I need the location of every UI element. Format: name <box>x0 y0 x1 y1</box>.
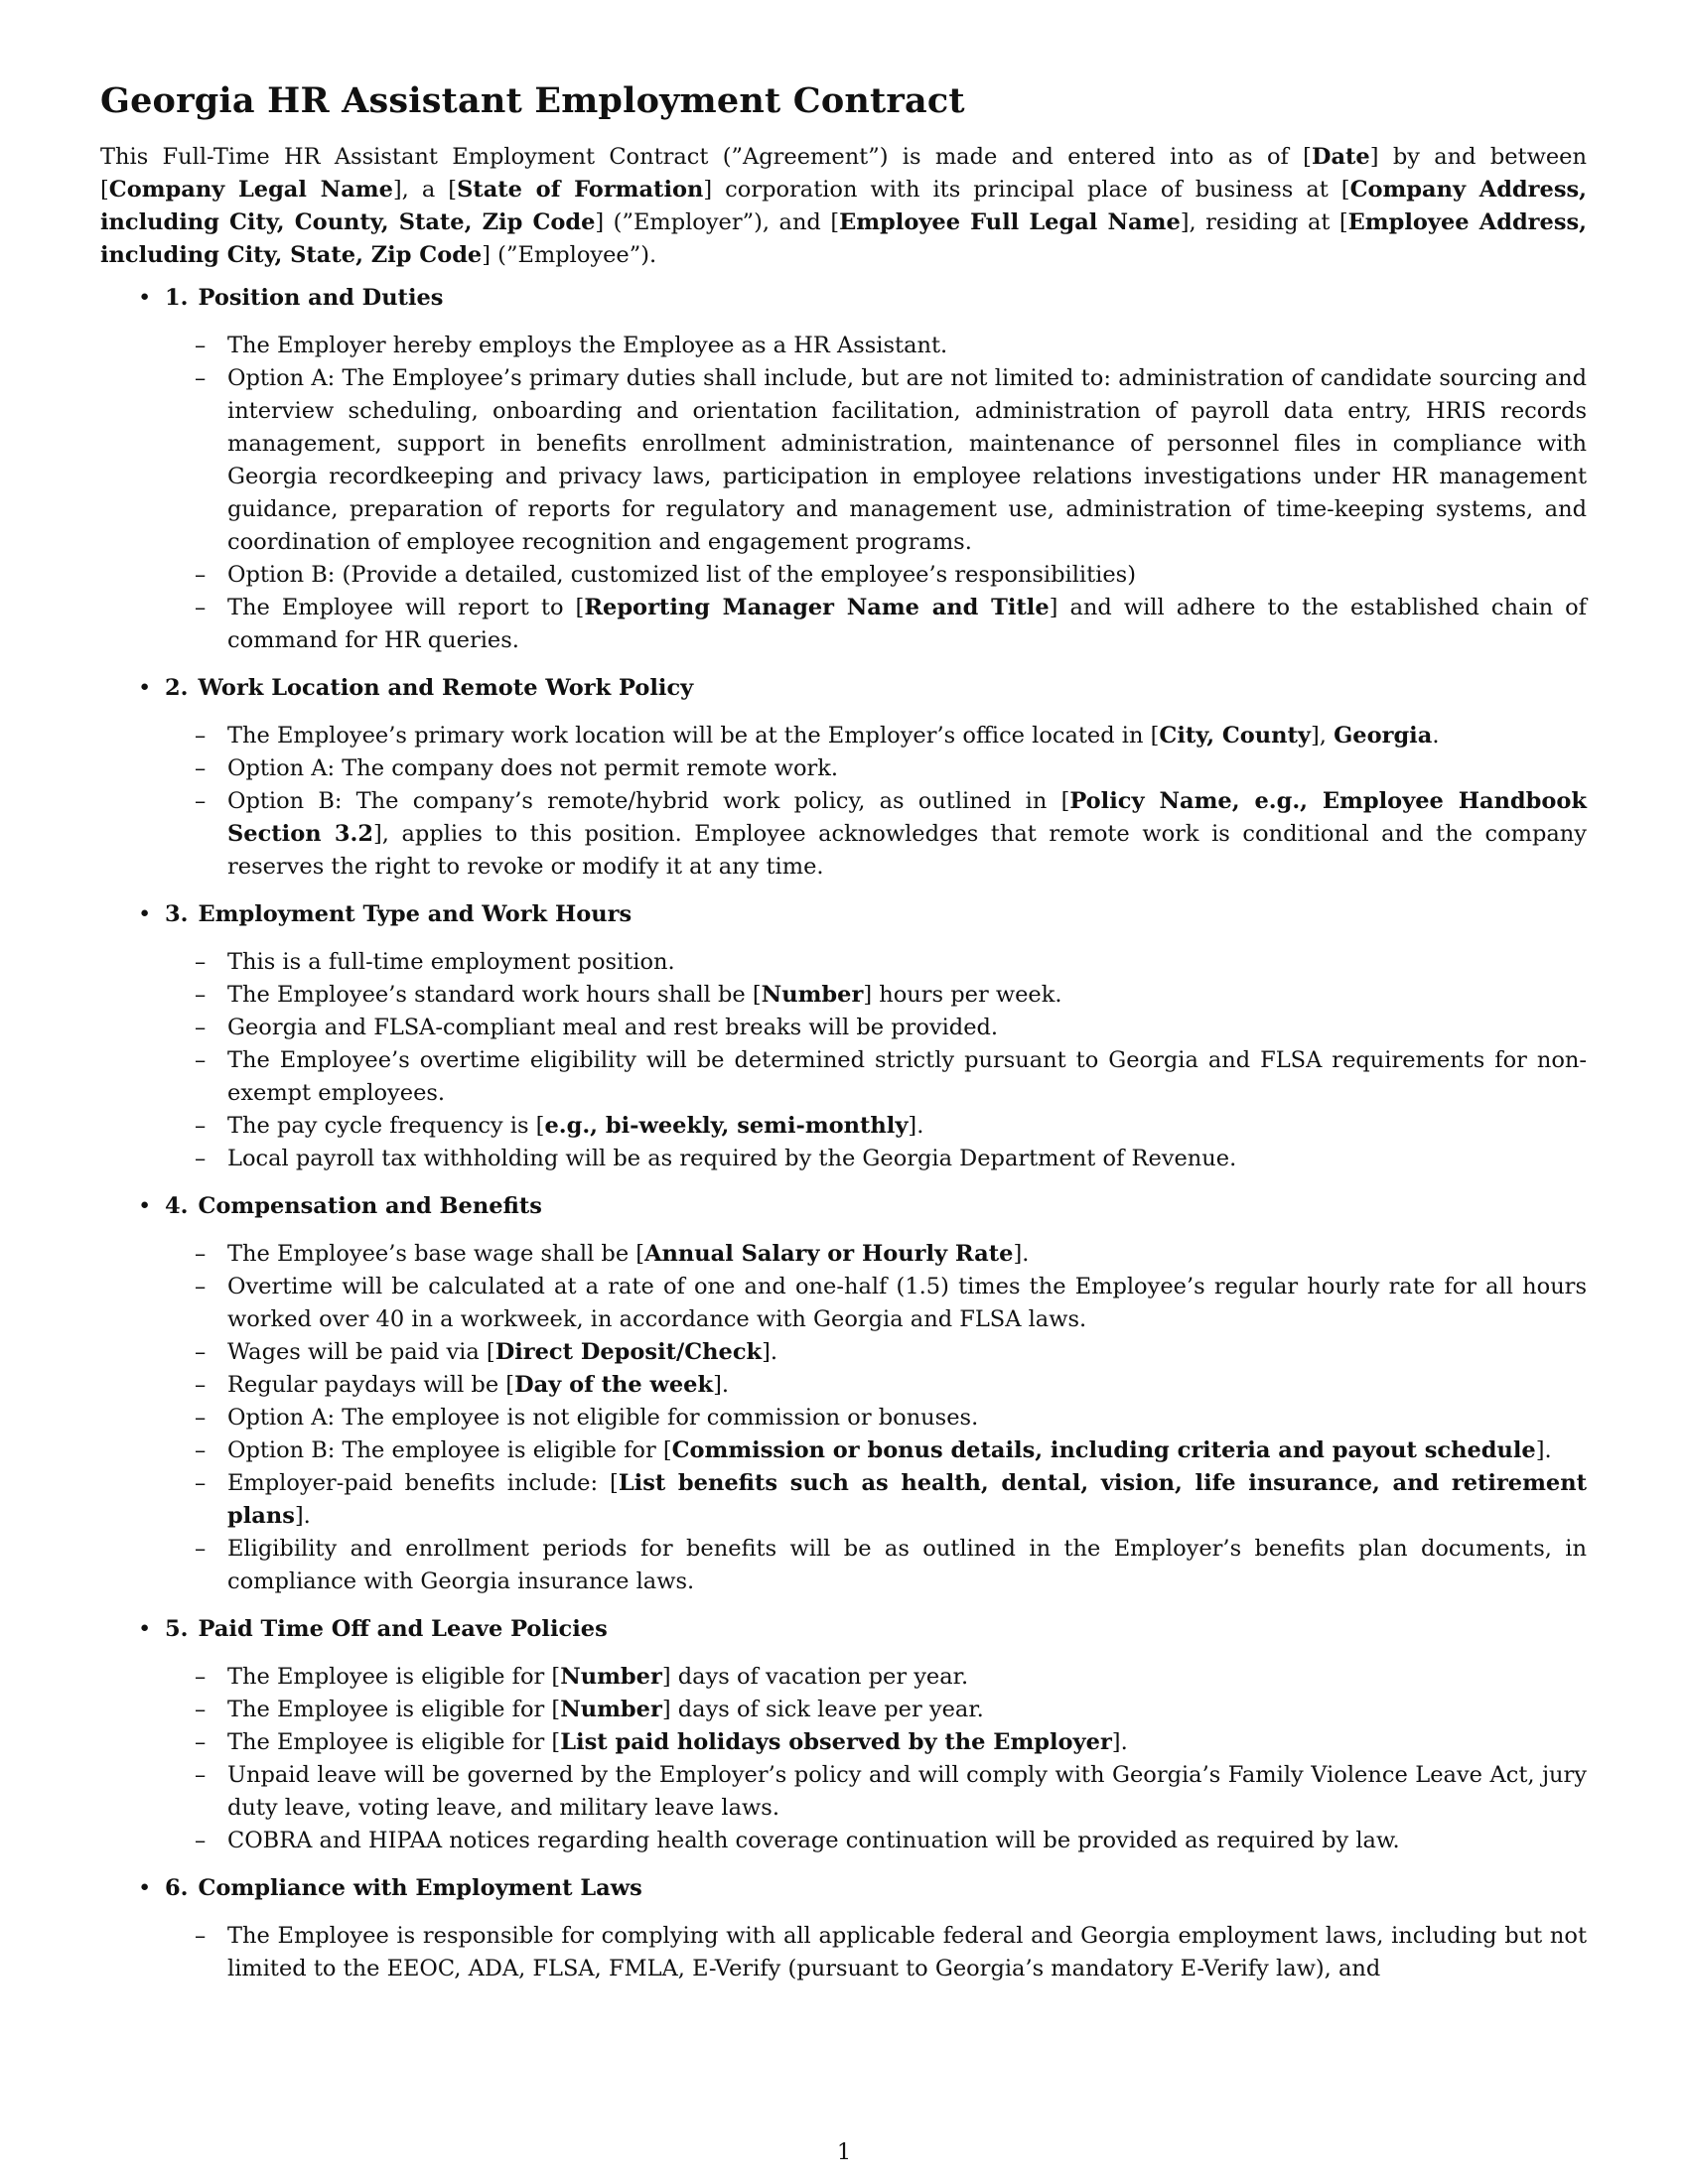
clause-item <box>165 1110 1587 1143</box>
text-run: This is a full-time employment position. <box>227 949 675 975</box>
placeholder-field: State of Formation <box>457 177 704 203</box>
clause-item <box>165 1271 1587 1336</box>
placeholder-field: Number <box>761 982 864 1008</box>
text-run: [ <box>1303 144 1312 170</box>
dash-icon: – <box>195 723 207 749</box>
placeholder-field: Company Address, including City, County, State, Zip Code <box>100 177 1587 235</box>
dash-icon: – <box>195 755 207 781</box>
text-run: [ <box>100 177 109 203</box>
dash-icon: – <box>195 1339 207 1365</box>
placeholder-field: Number <box>560 1664 662 1690</box>
text-run: Employer-paid benefits include: [ <box>227 1470 619 1496</box>
section-6 <box>100 1872 1587 1985</box>
text-run: Wages will be paid via [ <box>227 1339 495 1365</box>
placeholder-field: City, County <box>1159 723 1311 749</box>
dash-icon: – <box>195 982 207 1008</box>
clause-item <box>165 785 1587 884</box>
dash-icon: – <box>195 365 207 391</box>
section-4 <box>100 1190 1587 1598</box>
text-run: Option A: The company does not permit remote work. <box>227 755 839 781</box>
placeholder-field: Georgia <box>1334 723 1433 749</box>
bullet-icon: • <box>138 901 152 927</box>
text-run: [ <box>1338 209 1348 235</box>
text-run: The Employer hereby employs the Employee as a HR Assistant. <box>227 333 948 358</box>
dash-icon: – <box>195 1470 207 1496</box>
section-3 <box>100 898 1587 1175</box>
text-run: COBRA and HIPAA notices regarding health coverage continuation will be provided as required by law. <box>227 1828 1400 1853</box>
clause-list <box>165 946 1587 1175</box>
section-title: Work Location and Remote Work Policy <box>198 675 694 701</box>
placeholder-field: List benefits such as health, dental, vision, life insurance, and retirement plans <box>227 1470 1587 1529</box>
placeholder-field: Number <box>560 1697 662 1722</box>
dash-icon: – <box>195 1405 207 1431</box>
text-run: ] (”Employer”), and <box>595 209 831 235</box>
clause-item <box>165 559 1587 592</box>
text-run: ]. <box>713 1372 730 1398</box>
text-run: The Employee’s overtime eligibility will be determined strictly pursuant to Georgia and FLSA requirements for non-exempt employees. <box>227 1047 1587 1106</box>
clause-item <box>165 330 1587 362</box>
dash-icon: – <box>195 1015 207 1040</box>
text-run: The pay cycle frequency is [ <box>227 1113 545 1139</box>
placeholder-field: Policy Name, e.g., Employee Handbook Section 3.2 <box>227 788 1587 847</box>
clause-item <box>165 1238 1587 1271</box>
bullet-icon: • <box>138 1875 152 1901</box>
clause-item <box>165 720 1587 752</box>
bullet-icon: • <box>138 1616 152 1642</box>
clause-item <box>165 979 1587 1012</box>
clause-item <box>165 1533 1587 1598</box>
clause-list <box>165 720 1587 884</box>
text-run: Local payroll tax withholding will be as required by the Georgia Department of Revenue. <box>227 1146 1237 1171</box>
text-run: Overtime will be calculated at a rate of one and one-half (1.5) times the Employee’s regular hourly rate for all hours worked over 40 in a workweek, in accordance with Georgia and FLSA laws. <box>227 1274 1587 1332</box>
clause-list <box>165 1661 1587 1857</box>
text-run: Unpaid leave will be governed by the Employer’s policy and will comply with Georgia’s Family Violence Leave Act, jury duty leave, voting leave, and military leave laws. <box>227 1762 1587 1821</box>
clause-item <box>165 1825 1587 1857</box>
text-run: This Full-Time HR Assistant Employment Contract (”Agreement”) is made and entered into as of <box>100 144 1304 170</box>
dash-icon: – <box>195 1697 207 1722</box>
text-run: Option B: (Provide a detailed, customized list of the employee’s responsibilities) <box>227 562 1136 588</box>
dash-icon: – <box>195 1729 207 1755</box>
text-run: Eligibility and enrollment periods for benefits will be as outlined in the Employer’s benefits plan documents, in compliance with Georgia insurance laws. <box>227 1536 1587 1594</box>
bullet-icon: • <box>138 285 152 311</box>
section-1 <box>100 282 1587 657</box>
dash-icon: – <box>195 1664 207 1690</box>
section-heading <box>165 1190 1587 1223</box>
dash-icon: – <box>195 1536 207 1562</box>
text-run: ], a <box>392 177 449 203</box>
text-run: ], <box>1310 723 1335 749</box>
clause-item <box>165 1467 1587 1533</box>
section-number: 3. <box>165 901 189 927</box>
text-run: ], applies to this position. Employee acknowledges that remote work is conditional and the company reserves the right to revoke or modify it at any time. <box>227 821 1587 880</box>
section-number: 5. <box>165 1616 189 1642</box>
dash-icon: – <box>195 1828 207 1853</box>
section-title: Compliance with Employment Laws <box>198 1875 642 1901</box>
section-heading <box>165 898 1587 931</box>
dash-icon: – <box>195 949 207 975</box>
text-run: Option B: The employee is eligible for [ <box>227 1437 672 1463</box>
dash-icon: – <box>195 788 207 814</box>
clause-item <box>165 1726 1587 1759</box>
section-list <box>100 282 1587 1985</box>
text-run: The Employee is eligible for [ <box>227 1697 561 1722</box>
placeholder-field: Direct Deposit/Check <box>494 1339 763 1365</box>
placeholder-field: Employee Full Legal Name <box>839 209 1181 235</box>
text-run: ]. <box>762 1339 778 1365</box>
text-run: ] days of sick leave per year. <box>661 1697 984 1722</box>
text-run: ] days of vacation per year. <box>661 1664 969 1690</box>
text-run: Regular paydays will be [ <box>227 1372 515 1398</box>
text-run: ] and will adhere to the established chain of command for HR queries. <box>227 595 1587 653</box>
text-run: [ <box>1340 177 1350 203</box>
dash-icon: – <box>195 1113 207 1139</box>
bullet-icon: • <box>138 675 152 701</box>
section-heading <box>165 1613 1587 1646</box>
clause-list <box>165 1238 1587 1598</box>
text-run: Option B: The company’s remote/hybrid work policy, as outlined in [ <box>227 788 1070 814</box>
dash-icon: – <box>195 595 207 620</box>
bullet-icon: • <box>138 1193 152 1219</box>
section-number: 4. <box>165 1193 189 1219</box>
text-run: Option A: The Employee’s primary duties shall include, but are not limited to: administration of candidate sourcing and interview scheduling, onboarding and orientation facilitation, administration of payroll data entry, HRIS records management, support in benefits enrollment administration, maintenance of personnel files in compliance with Georgia recordkeeping and privacy laws, participation in employee relations investigations under HR management guidance, preparation of reports for regulatory and management use, administration of time-keeping systems, and coordination of employee recognition and engagement programs. <box>227 365 1587 555</box>
dash-icon: – <box>195 1762 207 1788</box>
text-run: The Employee’s standard work hours shall be [ <box>227 982 762 1008</box>
clause-item <box>165 1759 1587 1825</box>
clause-item <box>165 1143 1587 1175</box>
dash-icon: – <box>195 1437 207 1463</box>
clause-item <box>165 1920 1587 1985</box>
dash-icon: – <box>195 1047 207 1073</box>
section-title: Position and Duties <box>198 285 444 311</box>
placeholder-field: Date <box>1311 144 1370 170</box>
text-run: [ <box>448 177 458 203</box>
placeholder-field: e.g., bi-weekly, semi-monthly <box>544 1113 909 1139</box>
text-run: . <box>1432 723 1440 749</box>
placeholder-field: Annual Salary or Hourly Rate <box>644 1241 1014 1267</box>
text-run: The Employee’s base wage shall be [ <box>227 1241 645 1267</box>
text-run: The Employee is responsible for complying with all applicable federal and Georgia employment laws, including but not limited to the EEOC, ADA, FLSA, FMLA, E-Verify (pursuant to Georgia’s mandatory E-Verify law), and <box>227 1923 1587 1981</box>
text-run: ]. <box>1013 1241 1030 1267</box>
text-run: Option A: The employee is not eligible for commission or bonuses. <box>227 1405 979 1431</box>
clause-item <box>165 946 1587 979</box>
placeholder-field: Company Legal Name <box>108 177 393 203</box>
section-heading <box>165 1872 1587 1905</box>
text-run: The Employee is eligible for [ <box>227 1664 561 1690</box>
text-run: ]. <box>294 1503 311 1529</box>
dash-icon: – <box>195 1274 207 1299</box>
placeholder-field: Employee Address, including City, State, Zip Code <box>100 209 1588 268</box>
text-run: Georgia and FLSA-compliant meal and rest breaks will be provided. <box>227 1015 999 1040</box>
section-heading <box>165 282 1587 315</box>
dash-icon: – <box>195 1146 207 1171</box>
clause-list <box>165 330 1587 657</box>
dash-icon: – <box>195 562 207 588</box>
section-title: Compensation and Benefits <box>198 1193 542 1219</box>
clause-item <box>165 752 1587 785</box>
section-2 <box>100 672 1587 884</box>
section-title: Paid Time Off and Leave Policies <box>198 1616 608 1642</box>
section-5 <box>100 1613 1587 1857</box>
placeholder-field: Reporting Manager Name and Title <box>584 595 1050 620</box>
text-run: ]. <box>1535 1437 1552 1463</box>
text-run: ] (”Employee”). <box>482 242 657 268</box>
dash-icon: – <box>195 333 207 358</box>
clause-item <box>165 1661 1587 1694</box>
text-run: [ <box>830 209 840 235</box>
text-run: ] corporation with its principal place of business at <box>703 177 1341 203</box>
text-run: ], residing at <box>1180 209 1339 235</box>
dash-icon: – <box>195 1372 207 1398</box>
dash-icon: – <box>195 1923 207 1949</box>
section-number: 6. <box>165 1875 189 1901</box>
section-number: 2. <box>165 675 189 701</box>
text-run: The Employee will report to [ <box>227 595 585 620</box>
document-page <box>100 79 1587 2000</box>
clause-item <box>165 1369 1587 1402</box>
text-run: ] by and between <box>1369 144 1587 170</box>
text-run: ]. <box>908 1113 924 1139</box>
text-run: ]. <box>1111 1729 1128 1755</box>
text-run: ] hours per week. <box>863 982 1062 1008</box>
clause-item <box>165 1012 1587 1044</box>
page-number: 1 <box>836 2139 852 2165</box>
document-title: Georgia HR Assistant Employment Contract <box>100 80 965 121</box>
section-title: Employment Type and Work Hours <box>198 901 633 927</box>
text-run: The Employee’s primary work location will be at the Employer’s office located in [ <box>227 723 1160 749</box>
clause-list <box>165 1920 1587 1985</box>
clause-item <box>165 592 1587 657</box>
intro-paragraph <box>100 141 1587 272</box>
clause-item <box>165 362 1587 559</box>
text-run: The Employee is eligible for [ <box>227 1729 561 1755</box>
clause-item <box>165 1402 1587 1434</box>
section-number: 1. <box>165 285 189 311</box>
clause-item <box>165 1336 1587 1369</box>
dash-icon: – <box>195 1241 207 1267</box>
placeholder-field: Day of the week <box>514 1372 714 1398</box>
placeholder-field: Commission or bonus details, including criteria and payout schedule <box>671 1437 1536 1463</box>
clause-item <box>165 1044 1587 1110</box>
placeholder-field: List paid holidays observed by the Employer <box>560 1729 1112 1755</box>
clause-item <box>165 1694 1587 1726</box>
clause-item <box>165 1434 1587 1467</box>
section-heading <box>165 672 1587 705</box>
